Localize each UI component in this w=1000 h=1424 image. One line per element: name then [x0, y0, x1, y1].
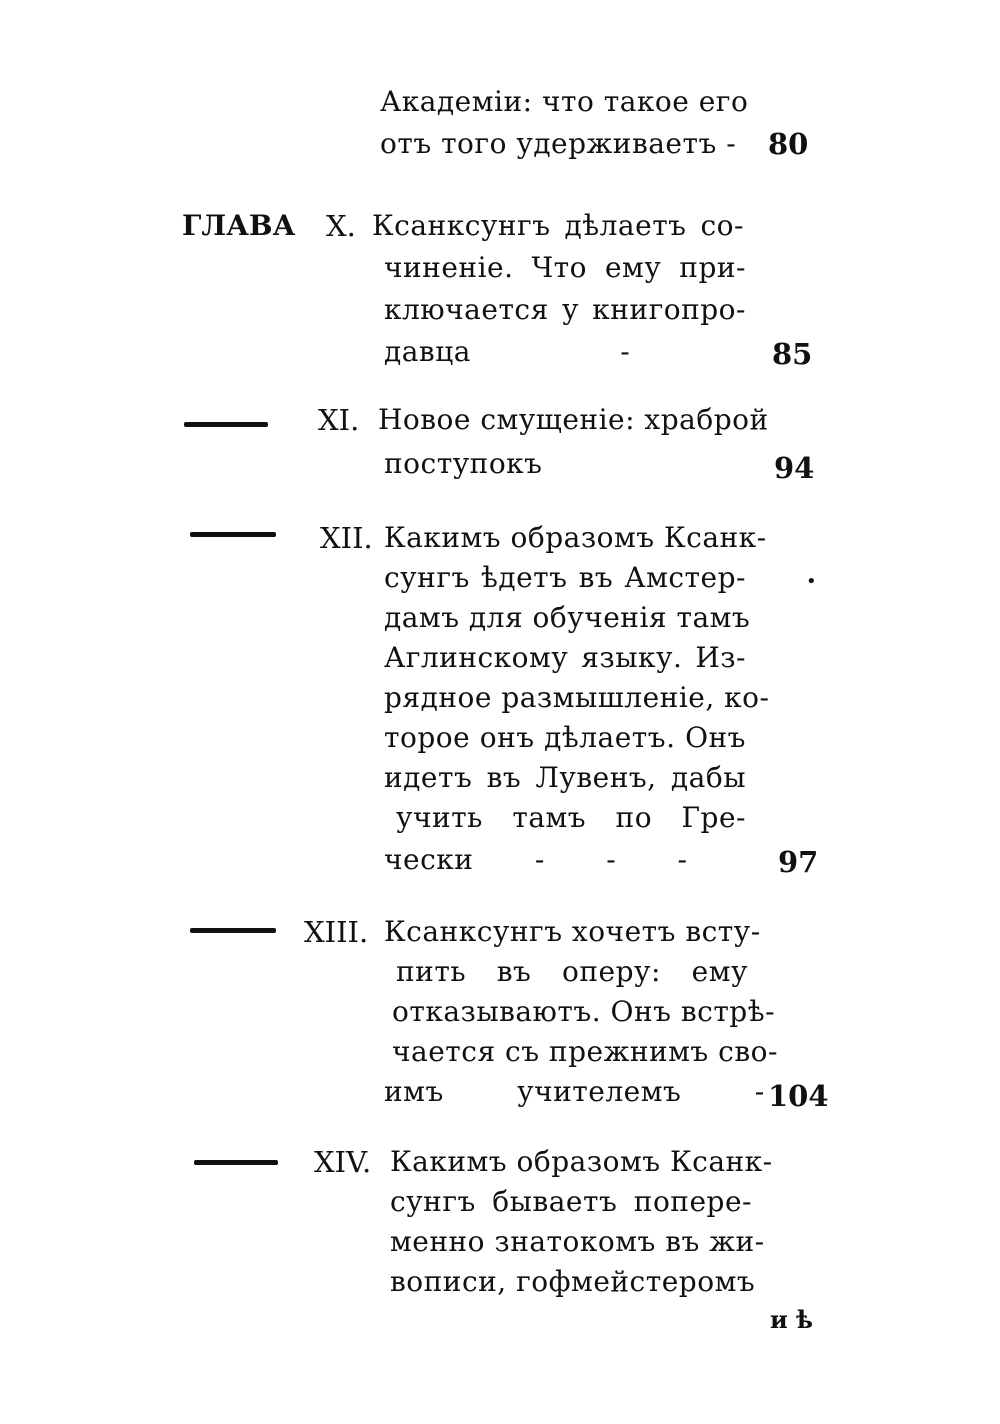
chapter-xii-line-4: Аглинскому языку. Из- — [384, 641, 746, 674]
chapter-numeral-xii: XII. — [320, 521, 373, 555]
chapter-xii-page-number: 97 — [778, 845, 819, 879]
chapter-numeral-xiv: XIV. — [314, 1145, 372, 1179]
chapter-xii-line-8: учить тамъ по Гре- — [396, 801, 746, 834]
chapter-x-line-3: ключается у книгопро- — [384, 293, 746, 326]
chapter-xii-line-9: чески - - - — [384, 843, 688, 876]
chapter-xiii-line-3: отказываютъ. Онъ встрѣ- — [392, 995, 776, 1028]
chapter-xii-line-7: идетъ въ Лувенъ, дабы — [384, 761, 746, 794]
chapter-xiv-line-2: сунгъ бываетъ попере- — [390, 1185, 752, 1218]
chapter-x-line-2: чиненiе. Что ему при- — [384, 251, 746, 284]
chapter-xiii-line-5: имъ учителемъ - — [384, 1075, 765, 1108]
chapter-numeral-x: X. — [326, 209, 356, 243]
chapter-repeat-dash-xii — [190, 532, 276, 537]
chapter-xiii-line-1: Ксанксунгъ хочетъ всту- — [384, 915, 761, 948]
chapter-repeat-dash-xi — [184, 422, 268, 427]
chapter-x-line-4: давца - — [384, 335, 631, 368]
chapter-xiv-line-1: Какимъ образомъ Ксанк- — [390, 1145, 773, 1178]
chapter-x-page-number: 85 — [772, 337, 813, 371]
continuation-line-2: отъ того удерживаетъ - — [380, 127, 737, 160]
chapter-label: ГЛАВА — [182, 209, 296, 242]
chapter-xiii-line-4: чается съ прежнимъ сво- — [392, 1035, 778, 1068]
chapter-xiv-line-4: вописи, гофмейстеромъ — [390, 1265, 756, 1298]
chapter-xi-page-number: 94 — [774, 451, 815, 485]
chapter-x-line-1: Ксанксунгъ дѣлаетъ со- — [372, 209, 744, 242]
chapter-xiii-page-number: 104 — [768, 1079, 829, 1113]
continuation-line-1: Академiи: что такое его — [380, 85, 749, 118]
chapter-xii-line-5: рядное размышленiе, ко- — [384, 681, 770, 714]
chapter-xii-line-1: Какимъ образомъ Ксанк- — [384, 521, 767, 554]
catchword: и ѣ — [770, 1305, 814, 1334]
chapter-xi-line-1: Новое смущенiе: храброй — [378, 403, 769, 436]
chapter-xiii-line-2: пить въ оперу: ему — [396, 955, 748, 988]
continuation-page-number: 80 — [768, 127, 809, 161]
chapter-xi-line-2: поступокъ — [384, 447, 543, 480]
chapter-xii-line-6: торое онъ дѣлаетъ. Онъ — [384, 721, 746, 754]
printer-mark: • — [806, 571, 817, 592]
chapter-xii-line-3: дамъ для обученiя тамъ — [384, 601, 751, 634]
chapter-numeral-xiii: XIII. — [304, 915, 369, 949]
chapter-xii-line-2: сунгъ ѣдетъ въ Амстер- — [384, 561, 746, 594]
chapter-repeat-dash-xiv — [194, 1160, 278, 1165]
chapter-xiv-line-3: менно знатокомъ въ жи- — [390, 1225, 765, 1258]
chapter-repeat-dash-xiii — [190, 928, 276, 933]
chapter-numeral-xi: XI. — [318, 403, 360, 437]
